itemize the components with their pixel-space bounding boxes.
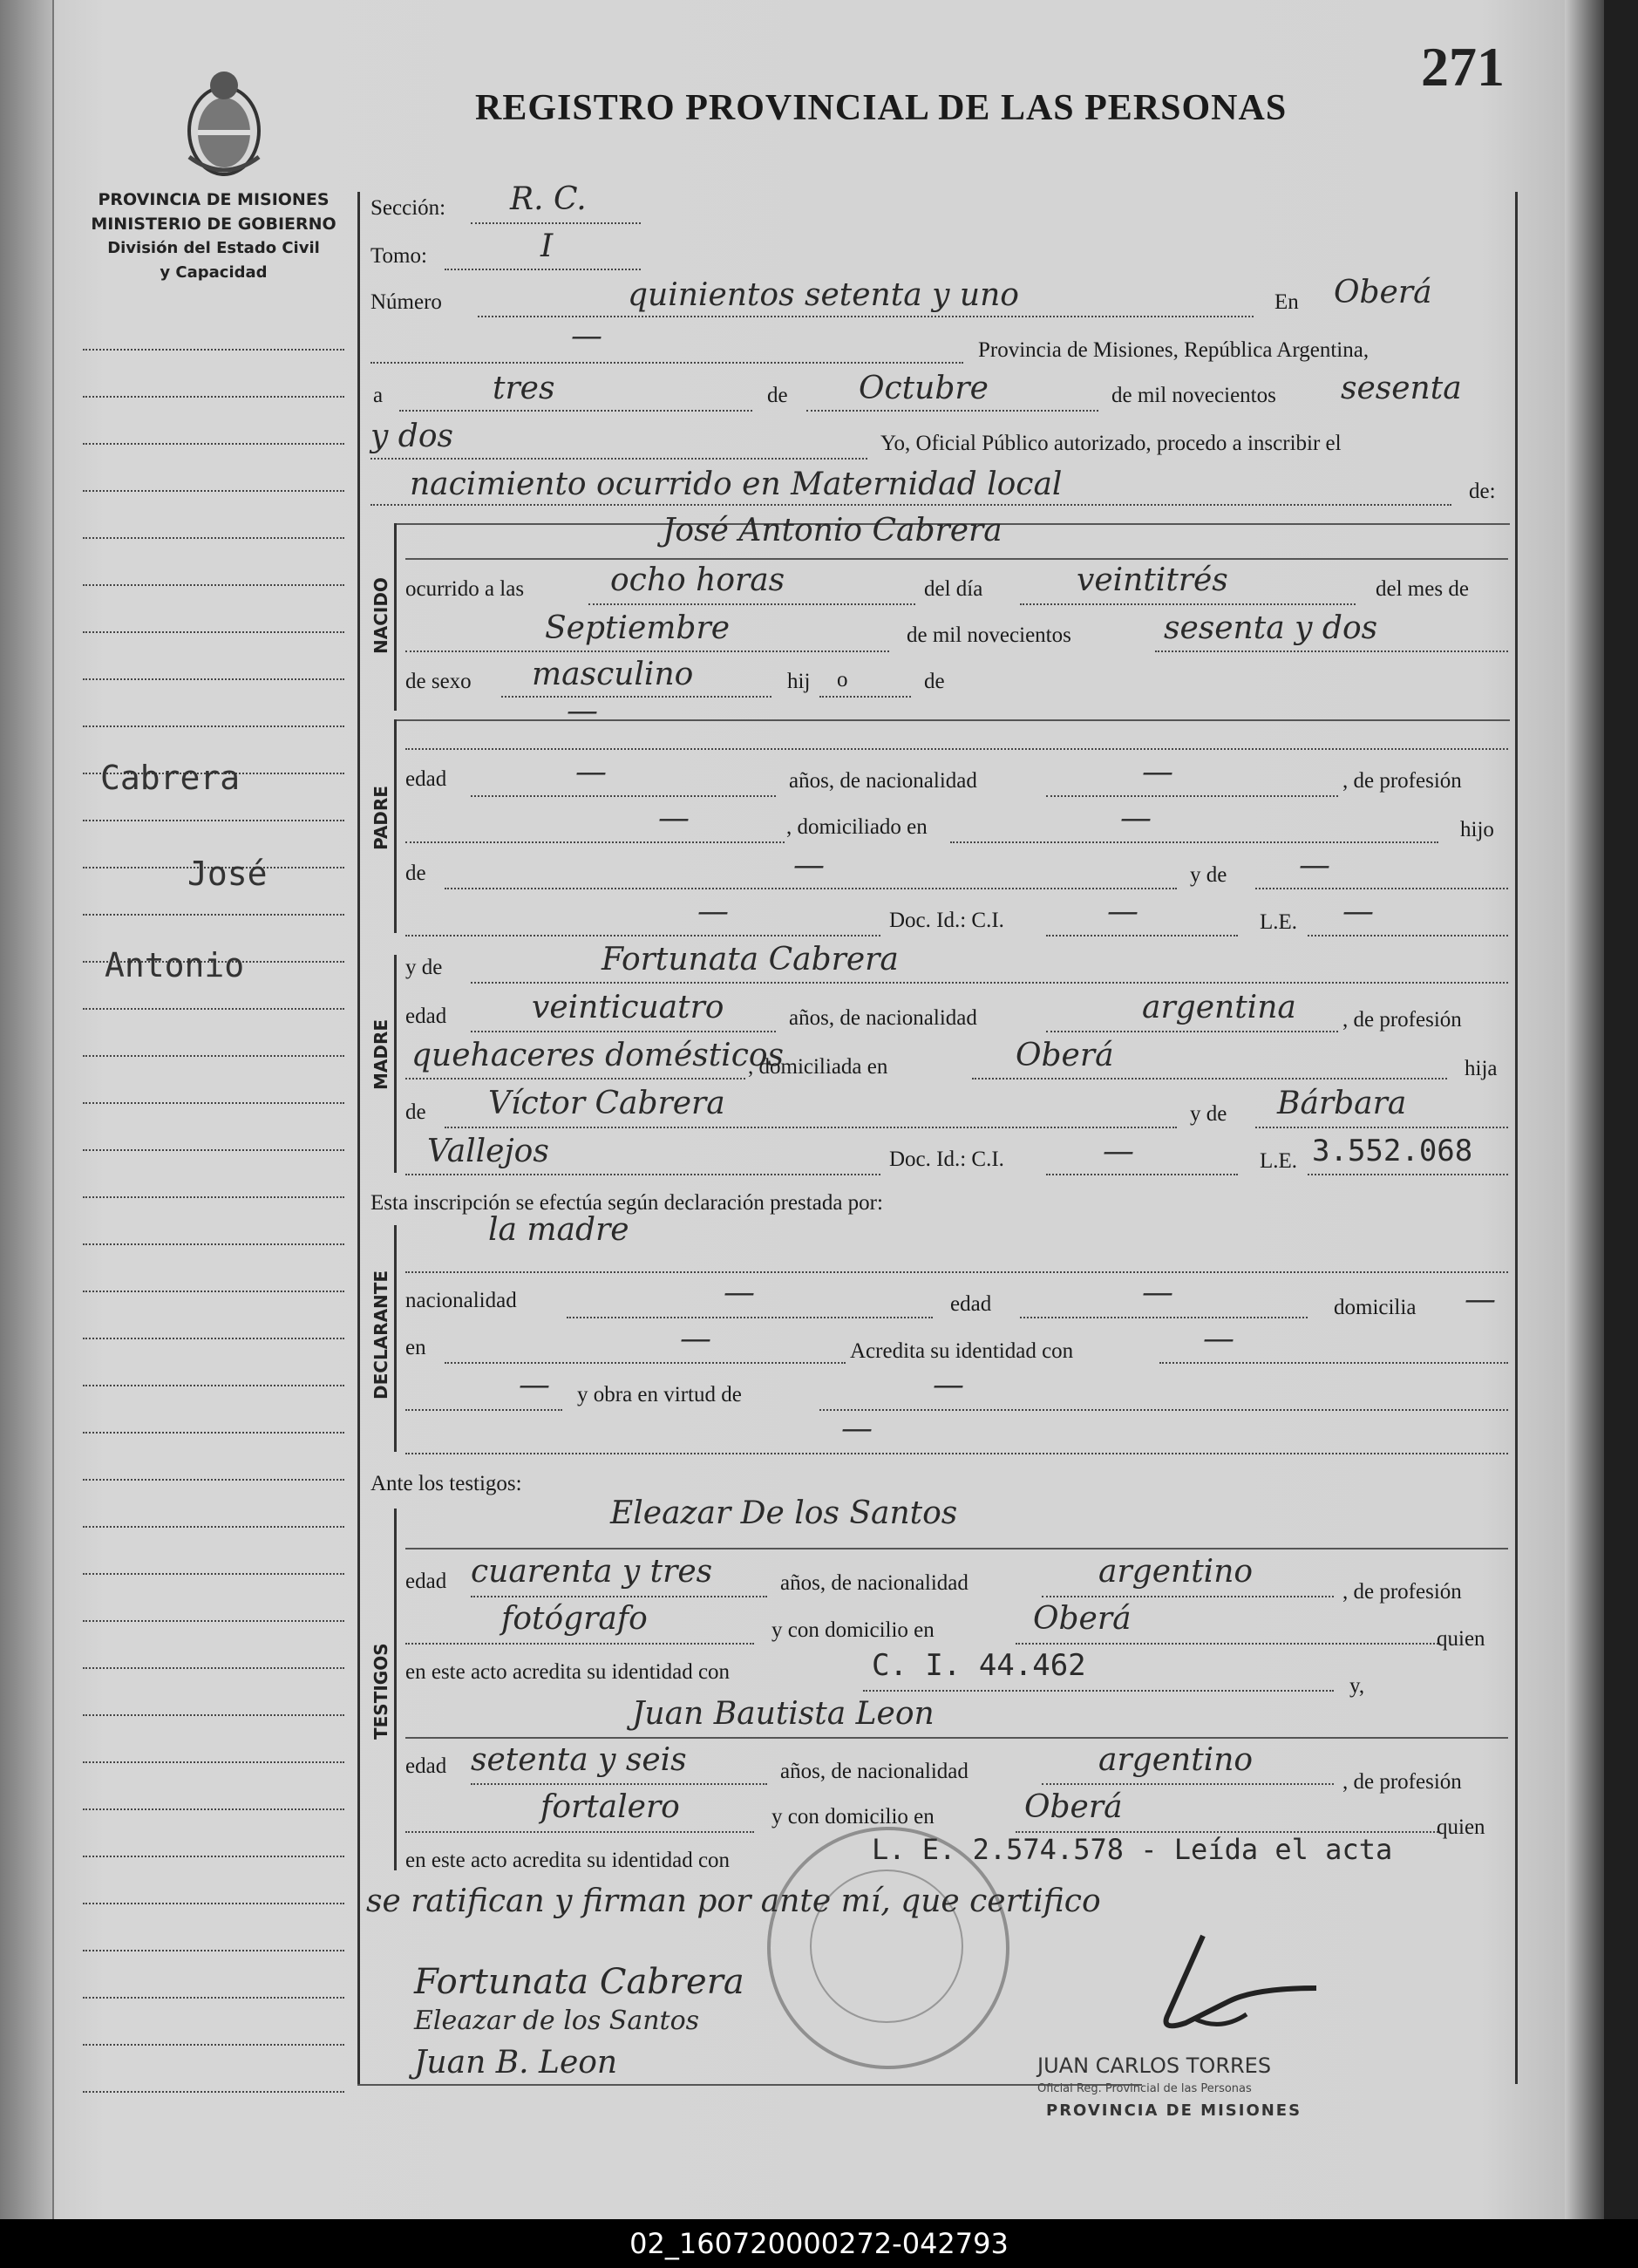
sexo-value: masculino [532, 657, 694, 692]
madre-prof-label: , de profesión [1342, 1008, 1462, 1032]
office-line-1: PROVINCIA DE MISIONES [98, 190, 330, 209]
padre-edad-label: edad [405, 767, 447, 791]
side-nombre-2: Antonio [105, 946, 245, 984]
index-rule [83, 1479, 344, 1481]
index-rule [83, 1102, 344, 1104]
madre-edad-label: edad [405, 1005, 447, 1028]
madre-edad-value: veinticuatro [532, 990, 724, 1025]
madre-prof-line [405, 1078, 745, 1080]
testigos-bracket [394, 1509, 397, 1870]
index-rule [83, 537, 344, 539]
anio-line-2 [370, 458, 867, 460]
page-title: REGISTRO PROVINCIAL DE LAS PERSONAS [475, 88, 1288, 128]
padre-padres-dash: — [793, 848, 825, 883]
de-mil-nac-label: de mil novecientos [907, 623, 1071, 647]
t1-edad-value: cuarenta y tres [471, 1554, 713, 1590]
padre-ci-dash: — [1107, 894, 1138, 930]
index-rule [83, 1573, 344, 1575]
nombre-line [405, 558, 1508, 560]
tomo-value: I [540, 228, 554, 264]
decl-extra-dash: — [841, 1411, 873, 1447]
en-label: En [1274, 290, 1299, 314]
declarante-value: la madre [488, 1212, 629, 1248]
decl-virtud-pre-line [405, 1409, 562, 1411]
en-value: Oberá [1334, 275, 1432, 310]
index-rule [83, 584, 344, 586]
t2-prof-value: fortalero [540, 1789, 680, 1825]
index-rule [83, 1667, 344, 1669]
madre-le-label: L.E. [1260, 1149, 1298, 1173]
form-right-border [1515, 192, 1518, 2084]
padre-prof-label: , de profesión [1342, 769, 1462, 793]
decl-nac-dash: — [724, 1275, 755, 1311]
section-nacido: NACIDO [370, 577, 391, 654]
madre-madre-value: Bárbara [1277, 1086, 1407, 1121]
anio-nac-value: sesenta y dos [1164, 610, 1378, 646]
padre-extra-dash: — [697, 894, 729, 930]
sexo-line [501, 696, 771, 698]
firma-testigo2: Juan B. Leon [414, 2045, 618, 2081]
index-rule [83, 1761, 344, 1763]
section-padre: PADRE [370, 786, 391, 850]
index-rule [83, 1856, 344, 1857]
coat-of-arms-icon [179, 61, 270, 179]
t2-prof-line [405, 1831, 754, 1833]
madre-nombre-line [471, 982, 1508, 984]
decl-acredita-line [1159, 1362, 1508, 1364]
anio-value-2: y dos [370, 419, 453, 454]
padre-extra-line [405, 935, 880, 936]
dia-nac-line [1020, 603, 1356, 605]
t1-prof-line [405, 1643, 754, 1645]
padre-dom-dash: — [1120, 800, 1152, 836]
hij-suffix: o [837, 668, 848, 691]
hij-label: hij [787, 670, 811, 693]
padre-prof-line [405, 841, 785, 843]
index-rule [83, 443, 344, 445]
hora-value: ocho horas [610, 562, 785, 598]
madre-ci-line [1046, 1174, 1238, 1175]
madre-madre-line [1255, 1127, 1508, 1128]
index-rule [83, 349, 344, 351]
t1-nac-line [1042, 1596, 1334, 1597]
t1-id-value: C. I. 44.462 [872, 1648, 1086, 1683]
t1-nac-label: años, de nacionalidad [780, 1571, 969, 1595]
madre-nac-line [1046, 1031, 1338, 1032]
t1-quien-label: quien [1437, 1627, 1485, 1651]
madre-nac-label: años, de nacionalidad [789, 1006, 977, 1030]
padre-edad-line [471, 795, 776, 797]
numero-value: quinientos setenta y uno [628, 277, 1019, 313]
firma-madre: Fortunata Cabrera [414, 1962, 744, 2002]
testigo1-value: Eleazar De los Santos [610, 1495, 958, 1531]
cierre-value: se ratifican y firman por ante mí, que certifico [366, 1883, 1101, 1919]
index-rule [83, 1526, 344, 1528]
declarante-bracket [394, 1225, 397, 1452]
padre-y-de-label: y de [1190, 863, 1227, 887]
index-rule [83, 1291, 344, 1292]
t2-edad-label: edad [405, 1754, 447, 1778]
official-province: PROVINCIA DE MISIONES [1046, 2101, 1302, 2120]
index-rule [83, 1808, 344, 1810]
padre-ci-line [1046, 935, 1238, 936]
index-rule [83, 1714, 344, 1716]
index-rule [83, 1903, 344, 1904]
form-bottom-border [357, 2084, 1142, 2086]
t2-nac-label: años, de nacionalidad [780, 1760, 969, 1783]
t1-dom-line [1016, 1643, 1438, 1645]
side-apellido: Cabrera [100, 759, 241, 797]
index-rule [83, 1008, 344, 1010]
padre-top-rule [394, 719, 1510, 721]
decl-acredita-label: Acredita su identidad con [850, 1339, 1074, 1363]
side-nombre-1: José [187, 855, 268, 893]
t1-dom-value: Oberá [1033, 1601, 1132, 1637]
t1-acredita-label: en este acto acredita su identidad con [405, 1660, 731, 1684]
decl-edad-label: edad [950, 1292, 992, 1316]
mes-line [806, 410, 1098, 412]
page-edge-right [1565, 0, 1604, 2219]
index-rule [83, 490, 344, 492]
padre-edad-dash: — [575, 754, 607, 790]
provincia-line [370, 362, 963, 364]
index-rule [83, 631, 344, 633]
madre-edad-line [471, 1031, 776, 1032]
index-rule [83, 1950, 344, 1951]
binding-left [0, 0, 54, 2219]
t2-id-value: L. E. 2.574.578 - Leída el acta [872, 1833, 1393, 1866]
padre-le-label: L.E. [1260, 910, 1298, 934]
padre-nac-dash: — [1142, 754, 1173, 790]
madre-hija-label: hija [1465, 1057, 1498, 1080]
mes-value: Octubre [859, 371, 989, 406]
decl-dom-label: domicilia [1334, 1296, 1417, 1319]
firma-testigo1: Eleazar de los Santos [414, 2006, 700, 2036]
decl-en-dash: — [680, 1321, 711, 1357]
t2-quien-label: quien [1437, 1815, 1485, 1839]
hora-line [588, 603, 915, 605]
t1-nac-value: argentino [1098, 1554, 1254, 1590]
office-line-3: División del Estado Civil [107, 239, 320, 257]
dia-value: tres [493, 371, 555, 406]
t1-id-line [863, 1690, 1334, 1692]
anio-nac-line [1155, 650, 1508, 652]
madre-dom-line [972, 1078, 1447, 1080]
t2-nac-line [1042, 1783, 1334, 1785]
t2-acredita-label: en este acto acredita su identidad con [405, 1849, 731, 1872]
madre-dom-value: Oberá [1016, 1038, 1114, 1073]
del-mes-label: del mes de [1376, 577, 1469, 601]
padre-dom-line [950, 841, 1438, 843]
index-rule [83, 1243, 344, 1245]
decl-virtud-dash: — [933, 1367, 964, 1403]
padre-padres-line [445, 888, 1177, 889]
numero-label: Número [370, 290, 442, 314]
index-rule [83, 1620, 344, 1622]
t1-edad-label: edad [405, 1570, 447, 1593]
index-rule [83, 725, 344, 727]
decl-en-label: en [405, 1336, 426, 1359]
hij-de-label: de [924, 670, 945, 693]
decl-extra-line [405, 1453, 1508, 1454]
padre-nombre-dash: — [567, 693, 598, 729]
office-line-2: MINISTERIO DE GOBIERNO [91, 215, 336, 234]
madre-prof-value: quehaceres domésticos [411, 1038, 785, 1073]
decl-nac-label: nacionalidad [405, 1289, 517, 1312]
madre-ci-dash: — [1103, 1134, 1134, 1169]
a-label: a [373, 384, 384, 407]
de-colon-label: de: [1469, 480, 1496, 503]
madre-dom-label: , domiciliada en [748, 1055, 888, 1079]
decl-virtud-pre-dash: — [519, 1367, 550, 1403]
madre-nombre-value: Fortunata Cabrera [602, 942, 899, 977]
hij-line [819, 696, 911, 698]
de-label: de [767, 384, 788, 407]
t2-dom-label: y con domicilio en [771, 1805, 935, 1829]
decl-acredita-dash: — [1203, 1321, 1234, 1357]
padre-madre-dash: — [1299, 848, 1330, 883]
nombre-value: José Antonio Cabrera [663, 513, 1003, 548]
tomo-label: Tomo: [370, 244, 427, 268]
declarante-line [405, 1271, 1508, 1273]
anio-value-1: sesenta [1341, 371, 1462, 406]
official-subtitle: Oficial Reg. Provincial de las Personas [1037, 2082, 1252, 2095]
t1-y-label: y, [1349, 1674, 1365, 1698]
t1-edad-line [471, 1596, 767, 1597]
yo-oficial-label: Yo, Oficial Público autorizado, procedo a inscribir el [880, 432, 1342, 455]
official-seal-icon [767, 1827, 1009, 2069]
padre-le-dash: — [1342, 894, 1374, 930]
padre-doc-label: Doc. Id.: C.I. [889, 909, 1004, 932]
index-rule [83, 396, 344, 398]
hecho-line [370, 504, 1451, 506]
decl-edad-dash: — [1142, 1275, 1173, 1311]
index-rule [83, 1432, 344, 1434]
decl-virtud-line [819, 1409, 1508, 1411]
ocurrido-label: ocurrido a las [405, 577, 525, 601]
madre-nac-value: argentina [1142, 990, 1296, 1025]
index-rule [83, 1338, 344, 1339]
office-heading [83, 187, 344, 285]
madre-bracket [394, 955, 397, 1173]
testigos-label: Ante los testigos: [370, 1472, 522, 1495]
page-number: 271 [1421, 36, 1505, 98]
padre-hijo-label: hijo [1460, 818, 1494, 841]
index-rule [83, 2091, 344, 2093]
t2-edad-line [471, 1783, 767, 1785]
footer-id: 02_160720000272-042793 [0, 2219, 1638, 2268]
section-testigos: TESTIGOS [370, 1643, 391, 1740]
index-rule [83, 1149, 344, 1151]
seccion-value: R. C. [510, 181, 587, 217]
decl-virtud-label: y obra en virtud de [577, 1383, 742, 1406]
dash-1: — [571, 318, 602, 354]
mes-nac-value: Septiembre [545, 610, 730, 646]
index-rule [83, 678, 344, 680]
decl-dom-dash: — [1465, 1282, 1496, 1318]
index-rule [83, 2044, 344, 2046]
t1-prof-value: fotógrafo [501, 1601, 648, 1637]
decl-nac-line [567, 1317, 933, 1318]
seccion-line [471, 222, 641, 224]
dia-nac-value: veintitrés [1077, 562, 1228, 598]
de-mil-label: de mil novecientos [1111, 384, 1276, 407]
madre-padre-line [445, 1127, 1177, 1128]
official-signature-icon [1133, 1918, 1360, 2040]
t2-dom-value: Oberá [1024, 1789, 1123, 1825]
testigo2-value: Juan Bautista Leon [632, 1696, 935, 1732]
testigo1-line [405, 1548, 1508, 1549]
index-rule [83, 820, 344, 821]
madre-doc-label: Doc. Id.: C.I. [889, 1148, 1004, 1171]
dia-line [399, 410, 752, 412]
t1-dom-label: y con domicilio en [771, 1618, 935, 1642]
t2-nac-value: argentino [1098, 1742, 1254, 1778]
madre-y-de-2-label: y de [1190, 1102, 1227, 1126]
numero-line [478, 316, 1254, 317]
padre-bracket [394, 719, 397, 933]
index-rule [83, 914, 344, 916]
index-rule [83, 1997, 344, 1999]
padre-nac-label: años, de nacionalidad [789, 769, 977, 793]
nacido-bracket [394, 523, 397, 711]
padre-madre-line [1255, 888, 1508, 889]
t2-edad-value: setenta y seis [471, 1742, 687, 1778]
mes-nac-line [405, 650, 889, 652]
index-rule [83, 1196, 344, 1198]
sexo-label: de sexo [405, 670, 472, 693]
madre-extra-line [405, 1174, 880, 1175]
index-rule [83, 1055, 344, 1057]
madre-le-value: 3.552.068 [1312, 1134, 1473, 1168]
madre-y-de-label: y de [405, 956, 443, 979]
provincia-label: Provincia de Misiones, República Argentina, [978, 338, 1370, 362]
form-left-border [357, 192, 360, 2084]
index-rule [83, 1385, 344, 1386]
t2-prof-label: , de profesión [1342, 1770, 1462, 1794]
del-dia-label: del día [924, 577, 983, 601]
padre-nombre-line [405, 748, 1508, 750]
padre-prof-dash: — [658, 800, 690, 836]
inscripcion-label: Esta inscripción se efectúa según declaración prestada por: [370, 1191, 883, 1215]
hecho-value: nacimiento ocurrido en Maternidad local [410, 467, 1063, 502]
madre-madre-value-2: Vallejos [427, 1134, 549, 1169]
testigo2-line [405, 1737, 1508, 1739]
padre-dom-label: , domiciliado en [786, 815, 928, 839]
madre-le-line [1308, 1174, 1508, 1175]
office-line-4: y Capacidad [160, 263, 268, 282]
madre-de-label: de [405, 1100, 426, 1124]
t1-prof-label: , de profesión [1342, 1580, 1462, 1604]
tomo-line [445, 269, 641, 270]
section-madre: MADRE [370, 1018, 391, 1090]
seccion-label: Sección: [370, 196, 446, 220]
decl-en-line [445, 1362, 846, 1364]
padre-de-label: de [405, 862, 426, 885]
padre-nac-line [1046, 795, 1338, 797]
decl-edad-line [1020, 1317, 1308, 1318]
madre-padre-value: Víctor Cabrera [488, 1086, 725, 1121]
section-declarante: DECLARANTE [370, 1270, 391, 1400]
padre-le-line [1308, 935, 1508, 936]
official-name: JUAN CARLOS TORRES [1037, 2053, 1272, 2078]
